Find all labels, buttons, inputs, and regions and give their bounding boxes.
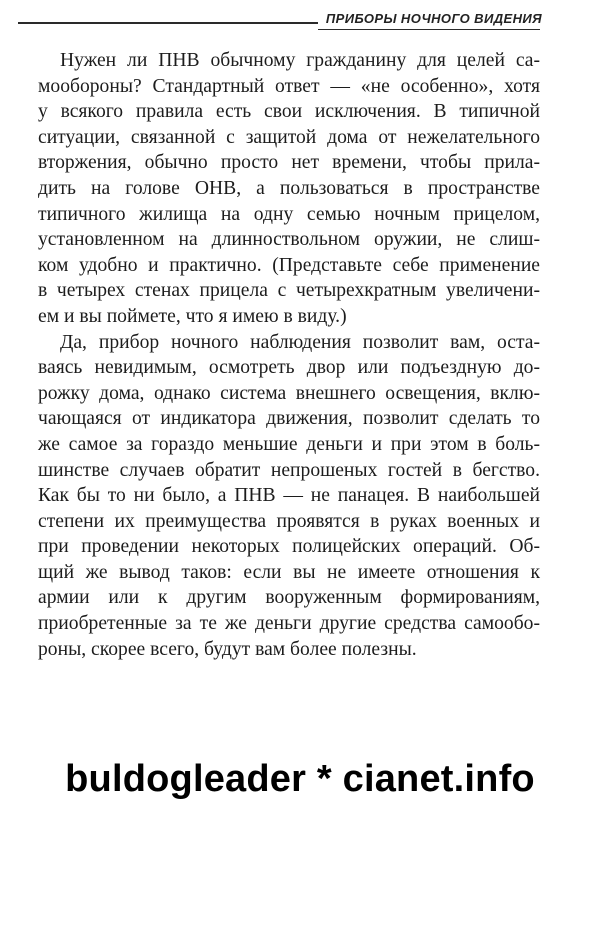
text-line: Да, прибор ночного наблюдения позволит вам, оста- (60, 331, 540, 353)
text-line: армии или к другим вооруженным формированиям, (38, 587, 540, 609)
text-line: Как бы то ни было, а ПНВ — не панацея. В наибольшей (38, 485, 540, 507)
text-line: вторжения, обычно просто нет времени, чтобы прила- (38, 152, 540, 174)
text-line: щий же вывод таков: если вы не имеете отношения к (38, 561, 540, 583)
text-line: степени их преимущества проявятся в руках военных и (38, 510, 540, 532)
text-line: у всякого правила есть свои исключения. В типичной (38, 101, 540, 123)
text-line: дить на голове ОНВ, а пользоваться в пространстве (38, 177, 540, 199)
text-line: в четырех стенах прицела с четырехкратным увеличени- (38, 280, 540, 302)
text-line: рожку дома, однако система внешнего освещения, вклю- (38, 382, 540, 404)
text-line: при проведении некоторых полицейских операций. Об- (38, 536, 540, 558)
text-line: шинстве случаев обратит непрошеных гостей в бегство. (38, 459, 540, 481)
header-underline (318, 29, 540, 30)
text-line: ситуации, связанной с защитой дома от нежелательного (38, 126, 540, 148)
text-line: ваясь невидимым, осмотреть двор или подъездную до- (38, 357, 540, 379)
text-line: Нужен ли ПНВ обычному гражданину для целей са- (60, 50, 540, 71)
text-line: мообороны? Стандартный ответ — «не особенно», хотя (38, 75, 540, 97)
watermark-text: buldogleader * cianet.info (65, 758, 535, 800)
text-line: ком удобно и практично. (Представьте себе применение (38, 254, 540, 276)
text-line: роны, скорее всего, будут вам более полезны. (38, 638, 417, 660)
text-line: же самое за гораздо меньшие деньги и при этом в боль- (38, 433, 540, 455)
page-body (38, 48, 540, 662)
header-rule (18, 22, 318, 24)
text-line: чающаяся от индикатора движения, позволит сделать то (38, 408, 540, 430)
text-line: установленном на длинноствольном оружии, не слиш- (38, 229, 540, 251)
text-line: приобретенные за те же деньги другие средства самообо- (38, 613, 540, 635)
text-line: типичного жилища на одну семью ночным прицелом, (38, 203, 540, 225)
text-line: ем и вы поймете, что я имею в виду.) (38, 305, 347, 327)
running-title: ПРИБОРЫ НОЧНОГО ВИДЕНИЯ (325, 11, 542, 26)
